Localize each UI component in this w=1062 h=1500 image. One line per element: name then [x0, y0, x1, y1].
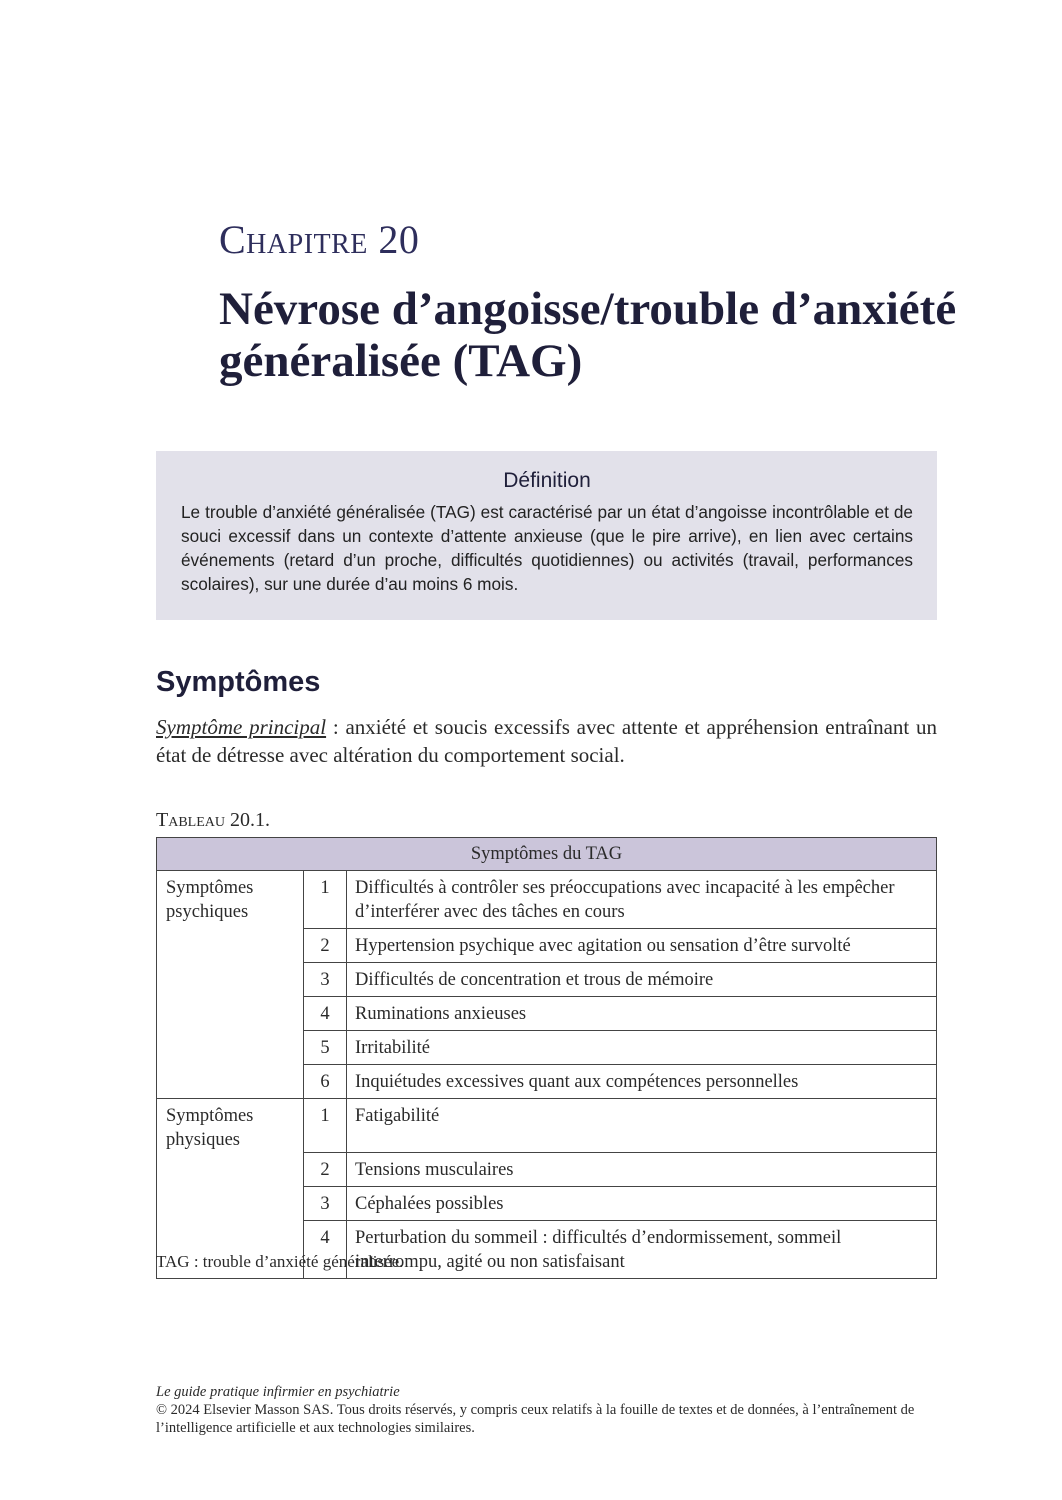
table-caption: Tableau 20.1.	[156, 809, 270, 831]
definition-box	[156, 451, 937, 620]
row-number: 1	[304, 1099, 347, 1153]
symptom-lead: Symptôme principal	[156, 715, 327, 739]
row-number: 4	[304, 1220, 347, 1278]
table-row	[157, 963, 937, 997]
table-row	[157, 871, 937, 929]
group-label: Symptômes physiques	[157, 1099, 304, 1153]
row-number: 5	[304, 1031, 347, 1065]
row-text: Inquiétudes excessives quant aux compétences personnelles	[347, 1065, 937, 1099]
row-number: 3	[304, 1186, 347, 1220]
row-text: Irritabilité	[347, 1031, 937, 1065]
group-spacer	[157, 929, 304, 963]
symptom-paragraph	[156, 713, 937, 769]
row-text: Perturbation du sommeil : difficultés d’endormissement, sommeil interrompu, agité ou non satisfaisant	[347, 1220, 937, 1278]
symptoms-table	[156, 837, 937, 1279]
page-footer	[156, 1383, 956, 1437]
table-row	[157, 1031, 937, 1065]
table-row	[157, 1099, 937, 1153]
table-row	[157, 929, 937, 963]
row-text: Ruminations anxieuses	[347, 997, 937, 1031]
chapter-title: Névrose d’angoisse/trouble d’anxiété généralisée (TAG)	[219, 283, 957, 387]
table-note: TAG : trouble d’anxiété généralisée.	[156, 1252, 404, 1271]
group-spacer	[157, 1186, 304, 1220]
group-spacer	[157, 997, 304, 1031]
group-spacer	[157, 1152, 304, 1186]
row-text: Difficultés à contrôler ses préoccupations avec incapacité à les empêcher d’interférer avec des tâches en cours	[347, 871, 937, 929]
row-number: 3	[304, 963, 347, 997]
row-number: 4	[304, 997, 347, 1031]
row-text: Fatigabilité	[347, 1099, 937, 1153]
chapter-label: Chapitre 20	[219, 217, 420, 262]
table-header: Symptômes du TAG	[157, 838, 937, 871]
table-row	[157, 1186, 937, 1220]
footer-copyright: © 2024 Elsevier Masson SAS. Tous droits réservés, y compris ceux relatifs à la fouille de textes et de données, à l’entraînement de l’intelligence artificielle et aux technologies similaires.	[156, 1402, 915, 1436]
symptom-text: : anxiété et soucis excessifs avec attente et appréhension entraînant un état de détresse avec altération du comportement social.	[156, 715, 937, 767]
table-header-row	[157, 838, 937, 871]
row-number: 1	[304, 871, 347, 929]
row-text: Céphalées possibles	[347, 1186, 937, 1220]
row-text: Tensions musculaires	[347, 1152, 937, 1186]
row-number: 2	[304, 1152, 347, 1186]
row-text: Difficultés de concentration et trous de mémoire	[347, 963, 937, 997]
row-number: 6	[304, 1065, 347, 1099]
table-row	[157, 997, 937, 1031]
group-spacer	[157, 1065, 304, 1099]
group-spacer	[157, 1031, 304, 1065]
table-row	[157, 1152, 937, 1186]
definition-title: Définition	[503, 469, 591, 492]
definition-text: Le trouble d’anxiété généralisée (TAG) est caractérisé par un état d’angoisse incontrôlable et de souci excessif dans un contexte d’attente anxieuse (que le pire arrive), en lien avec certains événements (retard d’un proche, difficultés quotidiennes) ou activités (travail, performances scolaires), sur une durée d’au moins 6 mois.	[181, 502, 913, 594]
group-spacer	[157, 963, 304, 997]
row-number: 2	[304, 929, 347, 963]
row-text: Hypertension psychique avec agitation ou sensation d’être survolté	[347, 929, 937, 963]
section-title: Symptômes	[156, 666, 321, 698]
group-label: Symptômes psychiques	[157, 871, 304, 929]
footer-book-title: Le guide pratique infirmier en psychiatrie	[156, 1384, 400, 1400]
table-row	[157, 1065, 937, 1099]
